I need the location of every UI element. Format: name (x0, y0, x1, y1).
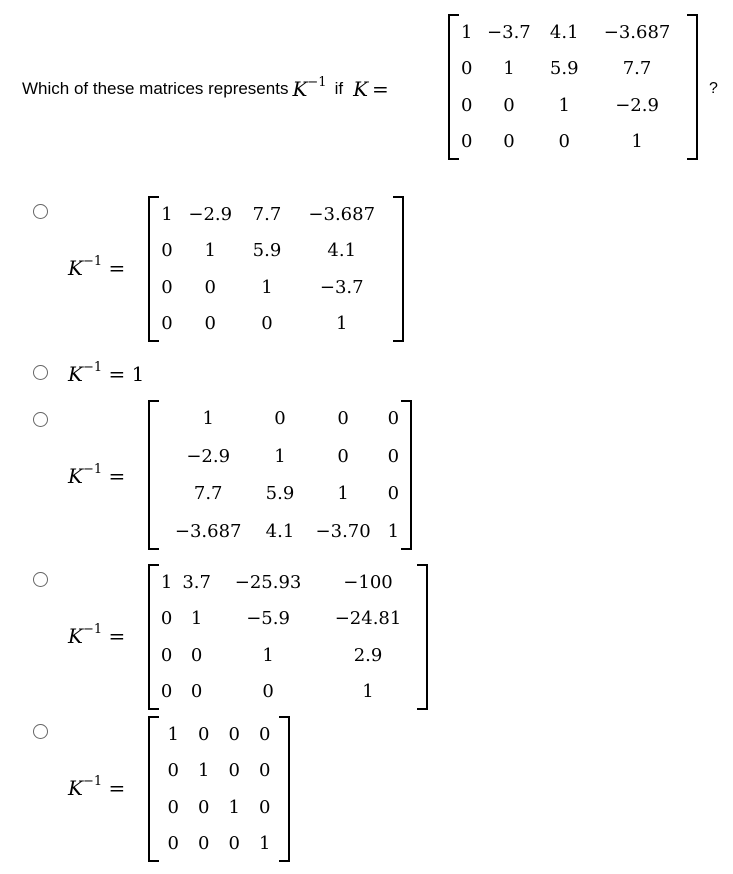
option-4-radio[interactable] (33, 572, 48, 587)
matrix-cell: 7.7 (622, 58, 652, 80)
option-equals: = (108, 624, 126, 648)
matrix-cell: 0 (259, 723, 271, 745)
option-1-matrix (148, 196, 404, 342)
option-symbol: K (68, 464, 83, 488)
matrix-cell: 0 (167, 760, 179, 782)
option-2-lhs[interactable] (68, 362, 144, 386)
matrix-cell: 5.9 (265, 483, 295, 505)
matrix-cell: 0 (558, 131, 570, 153)
option-equals: = (108, 256, 126, 280)
matrix-cell: 1 (631, 131, 643, 153)
matrix-cell: 0 (204, 313, 216, 335)
question-equals: = (372, 77, 389, 101)
option-4-lhs[interactable] (68, 624, 125, 648)
question-exponent: −1 (307, 75, 327, 91)
matrix-cell: 4.1 (327, 240, 357, 262)
matrix-cell: 0 (228, 760, 240, 782)
matrix-cell: 5.9 (252, 240, 282, 262)
matrix-cell: 1 (262, 644, 274, 666)
matrix-cell: 1 (261, 276, 273, 298)
matrix-cell: 0 (461, 131, 473, 153)
matrix-cell: 0 (261, 313, 273, 335)
option-1-radio[interactable] (33, 204, 48, 219)
matrix-cell: −2.9 (186, 445, 231, 467)
matrix-cell: 4.1 (549, 21, 579, 43)
matrix-cell: 0 (167, 833, 179, 855)
option-symbol: K (68, 256, 83, 280)
matrix-cell: 1 (387, 520, 400, 542)
matrix-cell: 0 (160, 644, 173, 666)
matrix-cell: 1 (202, 408, 214, 430)
matrix-cell: 4.1 (265, 520, 295, 542)
question-matrix (448, 14, 698, 160)
matrix-cell: 0 (161, 240, 173, 262)
option-3-lhs[interactable] (68, 464, 125, 488)
matrix-cell: 0 (461, 94, 473, 116)
question-k-inverse (292, 77, 326, 101)
matrix-cell: 0 (228, 833, 240, 855)
matrix-cell: −24.81 (334, 608, 402, 630)
matrix-cell: 0 (387, 408, 400, 430)
matrix-cell: 1 (362, 681, 374, 703)
matrix-cell: 1 (461, 21, 473, 43)
matrix-cell: 1 (337, 483, 349, 505)
option-5-radio[interactable] (33, 724, 48, 739)
matrix-cell: 1 (167, 723, 179, 745)
matrix-cell: −100 (343, 571, 393, 593)
option-3-radio[interactable] (33, 412, 48, 427)
option-equals: = (108, 362, 126, 386)
matrix-cell: 0 (190, 681, 203, 703)
matrix-cell: 7.7 (252, 203, 282, 225)
option-exponent: −1 (82, 360, 103, 376)
option-1-lhs[interactable] (68, 256, 125, 280)
matrix-cell: 1 (204, 240, 216, 262)
question-k-symbol: K (353, 77, 369, 101)
matrix-cell: 0 (503, 131, 515, 153)
option-exponent: −1 (82, 622, 103, 638)
option-exponent: −1 (82, 462, 103, 478)
matrix-cell: 2.9 (353, 644, 383, 666)
matrix-cell: 0 (204, 276, 216, 298)
matrix-cell: 0 (337, 445, 349, 467)
matrix-cell: 0 (337, 408, 349, 430)
matrix-cell: 0 (160, 681, 173, 703)
matrix-cell: −3.70 (315, 520, 371, 542)
matrix-cell: 0 (274, 408, 286, 430)
option-symbol: K (68, 624, 83, 648)
matrix-cell: 0 (160, 608, 173, 630)
question-matrix-table (458, 14, 688, 160)
matrix-cell: 0 (387, 483, 400, 505)
matrix-cell: 1 (259, 833, 271, 855)
matrix-cell: −5.9 (246, 608, 290, 630)
option-3-matrix (148, 400, 412, 550)
matrix-cell: 0 (262, 681, 274, 703)
matrix-cell: 1 (161, 203, 173, 225)
matrix-cell: 1 (274, 445, 286, 467)
matrix-cell: 1 (558, 94, 570, 116)
matrix-cell: 0 (259, 796, 271, 818)
matrix-cell: 1 (336, 313, 348, 335)
option-symbol: K (68, 776, 83, 800)
option-exponent: −1 (82, 254, 103, 270)
option-equals: = (108, 776, 126, 800)
matrix-cell: 7.7 (193, 483, 223, 505)
question-if-word: if (334, 79, 344, 98)
matrix-cell: 3.7 (182, 571, 211, 593)
matrix-cell: 0 (198, 833, 210, 855)
matrix-cell: 1 (198, 760, 210, 782)
matrix-cell: 0 (228, 723, 240, 745)
matrix-cell: −3.687 (174, 520, 242, 542)
matrix-cell: 1 (228, 796, 240, 818)
matrix-cell: −2.9 (615, 94, 659, 116)
question-prompt (22, 14, 397, 164)
matrix-cell: −25.93 (234, 571, 302, 593)
matrix-cell: −3.7 (487, 21, 531, 43)
option-2-radio[interactable] (33, 365, 48, 380)
matrix-cell: −3.687 (603, 21, 671, 43)
option-5-lhs[interactable] (68, 776, 125, 800)
matrix-cell: 0 (161, 313, 173, 335)
matrix-cell: 0 (167, 796, 179, 818)
matrix-cell: 0 (503, 94, 515, 116)
matrix-cell: 0 (190, 644, 203, 666)
option-equals: = (108, 464, 126, 488)
matrix-cell: 1 (503, 58, 515, 80)
option-value: 1 (131, 362, 145, 386)
matrix-cell: 0 (461, 58, 473, 80)
matrix-cell: 5.9 (549, 58, 579, 80)
matrix-cell: −3.7 (319, 276, 364, 298)
matrix-cell: 0 (387, 445, 400, 467)
matrix-cell: 0 (259, 760, 271, 782)
matrix-cell: 1 (160, 571, 173, 593)
question-text: Which of these matrices represents (22, 79, 289, 98)
option-5-matrix (148, 716, 290, 862)
question-symbol: K (292, 77, 308, 101)
option-4-matrix (148, 564, 428, 710)
matrix-cell: 0 (161, 276, 173, 298)
matrix-cell: 0 (198, 796, 210, 818)
matrix-cell: −3.687 (308, 203, 376, 225)
matrix-cell: 1 (190, 608, 203, 630)
matrix-cell: −2.9 (188, 203, 233, 225)
matrix-cell: 0 (198, 723, 210, 745)
question-mark: ? (709, 80, 718, 97)
option-exponent: −1 (82, 774, 103, 790)
option-symbol: K (68, 362, 83, 386)
